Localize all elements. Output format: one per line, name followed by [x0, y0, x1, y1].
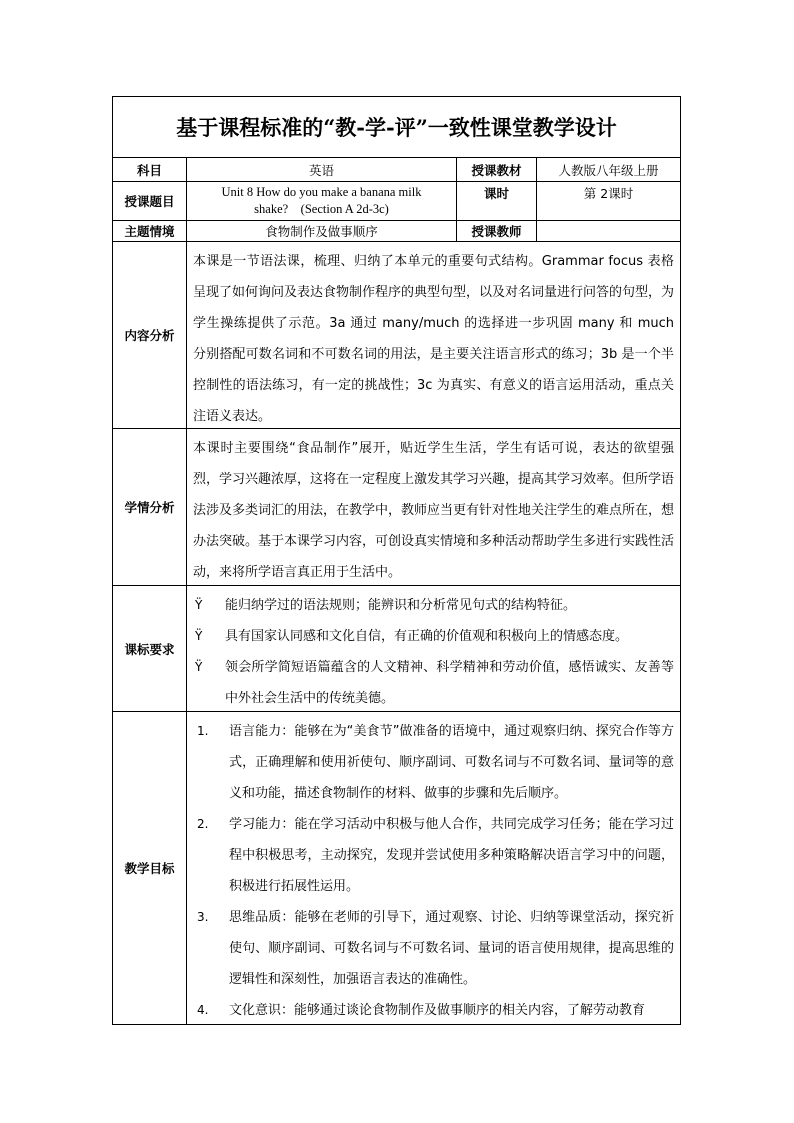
- standards-item-text: 领会所学简短语篇蕴含的人文精神、科学精神和劳动价值，感悟诚实、友善等中外社会生活中的传统美德。: [225, 660, 674, 706]
- standards-item: [193, 590, 674, 621]
- topic-label: 授课题目: [113, 182, 187, 220]
- document-title: 基于课程标准的“教-学-评”一致性课堂教学设计: [176, 115, 617, 140]
- subject-label: 科目: [113, 158, 187, 181]
- textbook-label: 授课教材: [457, 158, 537, 181]
- objective-item: [193, 716, 674, 809]
- topic-value-line1: Unit 8 How do you make a banana milk: [221, 185, 422, 199]
- content-analysis-cell: [187, 242, 680, 428]
- context-value: 食物制作及做事顺序: [187, 221, 457, 241]
- period-value: 第 2课时: [583, 186, 634, 201]
- topic-value-line2: shake? (Section A 2d-3c): [254, 202, 389, 216]
- objective-number: 1.: [197, 724, 209, 738]
- standards-row: [113, 585, 680, 711]
- teacher-label: 授课教师: [457, 221, 537, 241]
- topic-value: [187, 182, 457, 220]
- objective-item: [193, 809, 674, 902]
- standards-item-text: 能归纳学过的语法规则；能辨识和分析常见句式的结构特征。: [225, 598, 577, 613]
- learner-analysis-cell: [187, 429, 680, 585]
- standards-item: [193, 621, 674, 652]
- objective-item: [193, 902, 674, 995]
- standards-item-text: 具有国家认同感和文化自信，有正确的价值观和积极向上的情感态度。: [225, 629, 629, 644]
- subject-value: 英语: [187, 158, 457, 181]
- topic-row: [113, 181, 680, 220]
- period-label: 课时: [457, 182, 537, 220]
- objective-number: 4.: [197, 1003, 209, 1017]
- learner-analysis-row: [113, 428, 680, 585]
- context-label: 主题情境: [113, 221, 187, 241]
- standards-item: [193, 652, 674, 714]
- objective-number: 3.: [197, 910, 209, 924]
- bullet-icon: Ÿ: [195, 629, 203, 643]
- objective-text: 学习能力：能在学习活动中积极与他人合作，共同完成学习任务；能在学习过程中积极思考，主动探究，发现并尝试使用多种策略解决语言学习中的问题，积极进行拓展性运用。: [229, 817, 674, 894]
- bullet-icon: Ÿ: [195, 660, 203, 674]
- objectives-row: [113, 711, 680, 1024]
- standards-cell: [187, 586, 680, 711]
- teacher-value: [537, 221, 680, 241]
- content-analysis-label: 内容分析: [113, 242, 187, 428]
- objective-text: 思维品质：能够在老师的引导下，通过观察、讨论、归纳等课堂活动，探究祈使句、顺序副词、可数名词与不可数名词、量词的语言使用规律，提高思维的逻辑性和深刻性，加强语言表达的准确性。: [229, 910, 674, 987]
- learner-analysis-label: 学情分析: [113, 429, 187, 585]
- content-analysis-row: [113, 241, 680, 428]
- objectives-cell: [187, 712, 680, 1024]
- context-row: [113, 220, 680, 241]
- bullet-icon: Ÿ: [195, 598, 203, 612]
- standards-label: 课标要求: [113, 586, 187, 711]
- textbook-value: 人教版八年级上册: [558, 162, 659, 178]
- objective-number: 2.: [197, 817, 209, 831]
- objective-item: [193, 995, 674, 1024]
- objective-text: 语言能力：能够在为“美食节”做准备的语境中，通过观察归纳、探究合作等方式，正确理解和使用祈使句、顺序副词、可数名词与不可数名词、量词等的意义和功能，描述食物制作的材料、做事的步骤和先后顺序。: [229, 724, 674, 801]
- objective-text: 文化意识：能够通过谈论食物制作及做事顺序的相关内容，了解劳动教育: [229, 1003, 646, 1018]
- learner-analysis-text: 本课时主要围绕“食品制作”展开，贴近学生生活，学生有话可说，表达的欲望强烈，学习兴趣浓厚，这将在一定程度上激发其学习兴趣，提高其学习效率。但所学语法涉及多类词汇的用法，在教学中，教师应当更有针对性地关注学生的难点所在，想办法突破。基于本课学习内容，可创设真实情境和多种活动帮助学生多进行实践性活动，来将所学语言真正用于生活中。: [193, 441, 675, 580]
- subject-row: [113, 157, 680, 181]
- objectives-label: 教学目标: [113, 712, 187, 1024]
- lesson-plan-table: [112, 96, 681, 1025]
- content-analysis-text: 本课是一节语法课，梳理、归纳了本单元的重要句式结构。Grammar focus 表格呈现了如何询问及表达食物制作程序的典型句型，以及对名词量进行问答的句型，为学生操练提供了示范。3a 通过 many/much 的选择进一步巩固 many 和 much 分别搭配可数名词和不可数名词的用法，是主要关注语言形式的练习；3b 是一个半控制性的语法练习，有一定的挑战性；3c 为真实、有意义的语言运用活动，重点关注语义表达。: [193, 254, 675, 424]
